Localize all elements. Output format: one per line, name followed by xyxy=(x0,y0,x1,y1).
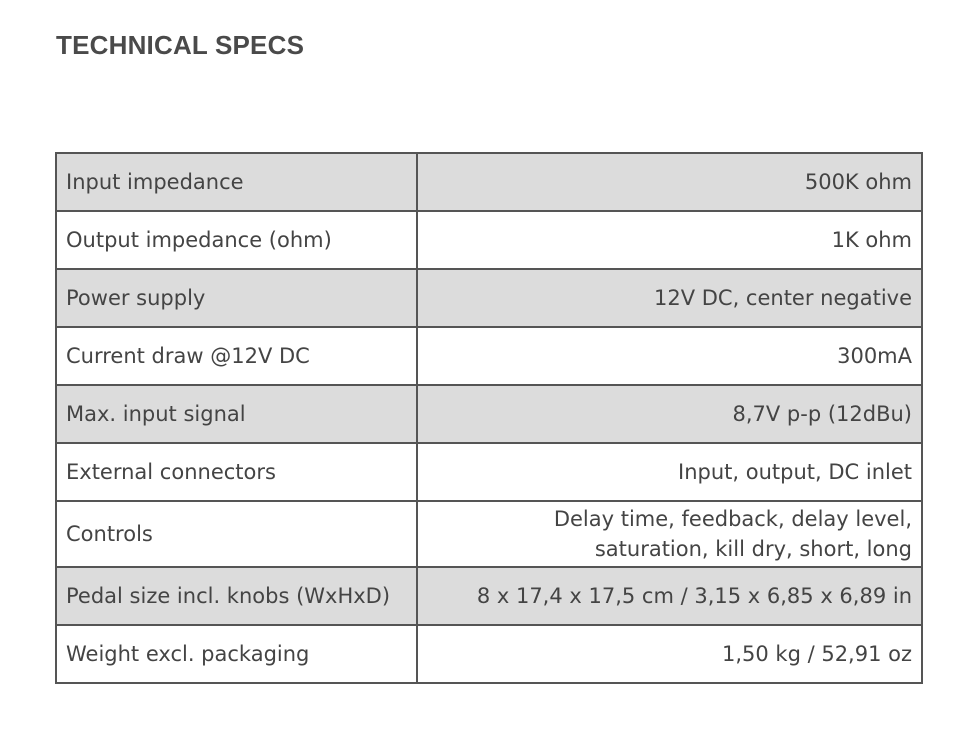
spec-label-power-supply: Power supply xyxy=(56,269,417,327)
table-row xyxy=(56,269,922,327)
spec-label-output-impedance: Output impedance (ohm) xyxy=(56,211,417,269)
spec-value-controls-line-2: saturation, kill dry, short, long xyxy=(594,537,912,561)
spec-label-pedal-size: Pedal size incl. knobs (WxHxD) xyxy=(56,567,417,625)
spec-label-external-connectors: External connectors xyxy=(56,443,417,501)
table-row xyxy=(56,327,922,385)
spec-value-controls-line-1: Delay time, feedback, delay level, xyxy=(553,506,912,531)
specs-table xyxy=(55,152,923,684)
spec-label-current-draw: Current draw @12V DC xyxy=(56,327,417,385)
spec-value-weight: 1,50 kg / 52,91 oz xyxy=(417,625,922,683)
table-row xyxy=(56,443,922,501)
spec-label-controls: Controls xyxy=(56,501,417,567)
spec-value-current-draw: 300mA xyxy=(417,327,922,385)
table-row xyxy=(56,385,922,443)
spec-label-weight: Weight excl. packaging xyxy=(56,625,417,683)
spec-value-external-connectors: Input, output, DC inlet xyxy=(417,443,922,501)
page-title: TECHNICAL SPECS xyxy=(56,30,305,60)
table-row xyxy=(56,501,922,567)
spec-label-max-input-signal: Max. input signal xyxy=(56,385,417,443)
spec-label-input-impedance: Input impedance xyxy=(56,153,417,211)
table-row xyxy=(56,567,922,625)
spec-value-output-impedance: 1K ohm xyxy=(417,211,922,269)
spec-value-power-supply: 12V DC, center negative xyxy=(417,269,922,327)
table-row xyxy=(56,153,922,211)
table-row xyxy=(56,211,922,269)
spec-value-input-impedance: 500K ohm xyxy=(417,153,922,211)
table-row xyxy=(56,625,922,683)
spec-value-max-input-signal: 8,7V p-p (12dBu) xyxy=(417,385,922,443)
spec-value-pedal-size: 8 x 17,4 x 17,5 cm / 3,15 x 6,85 x 6,89 in xyxy=(417,567,922,625)
spec-value-controls xyxy=(417,501,922,567)
